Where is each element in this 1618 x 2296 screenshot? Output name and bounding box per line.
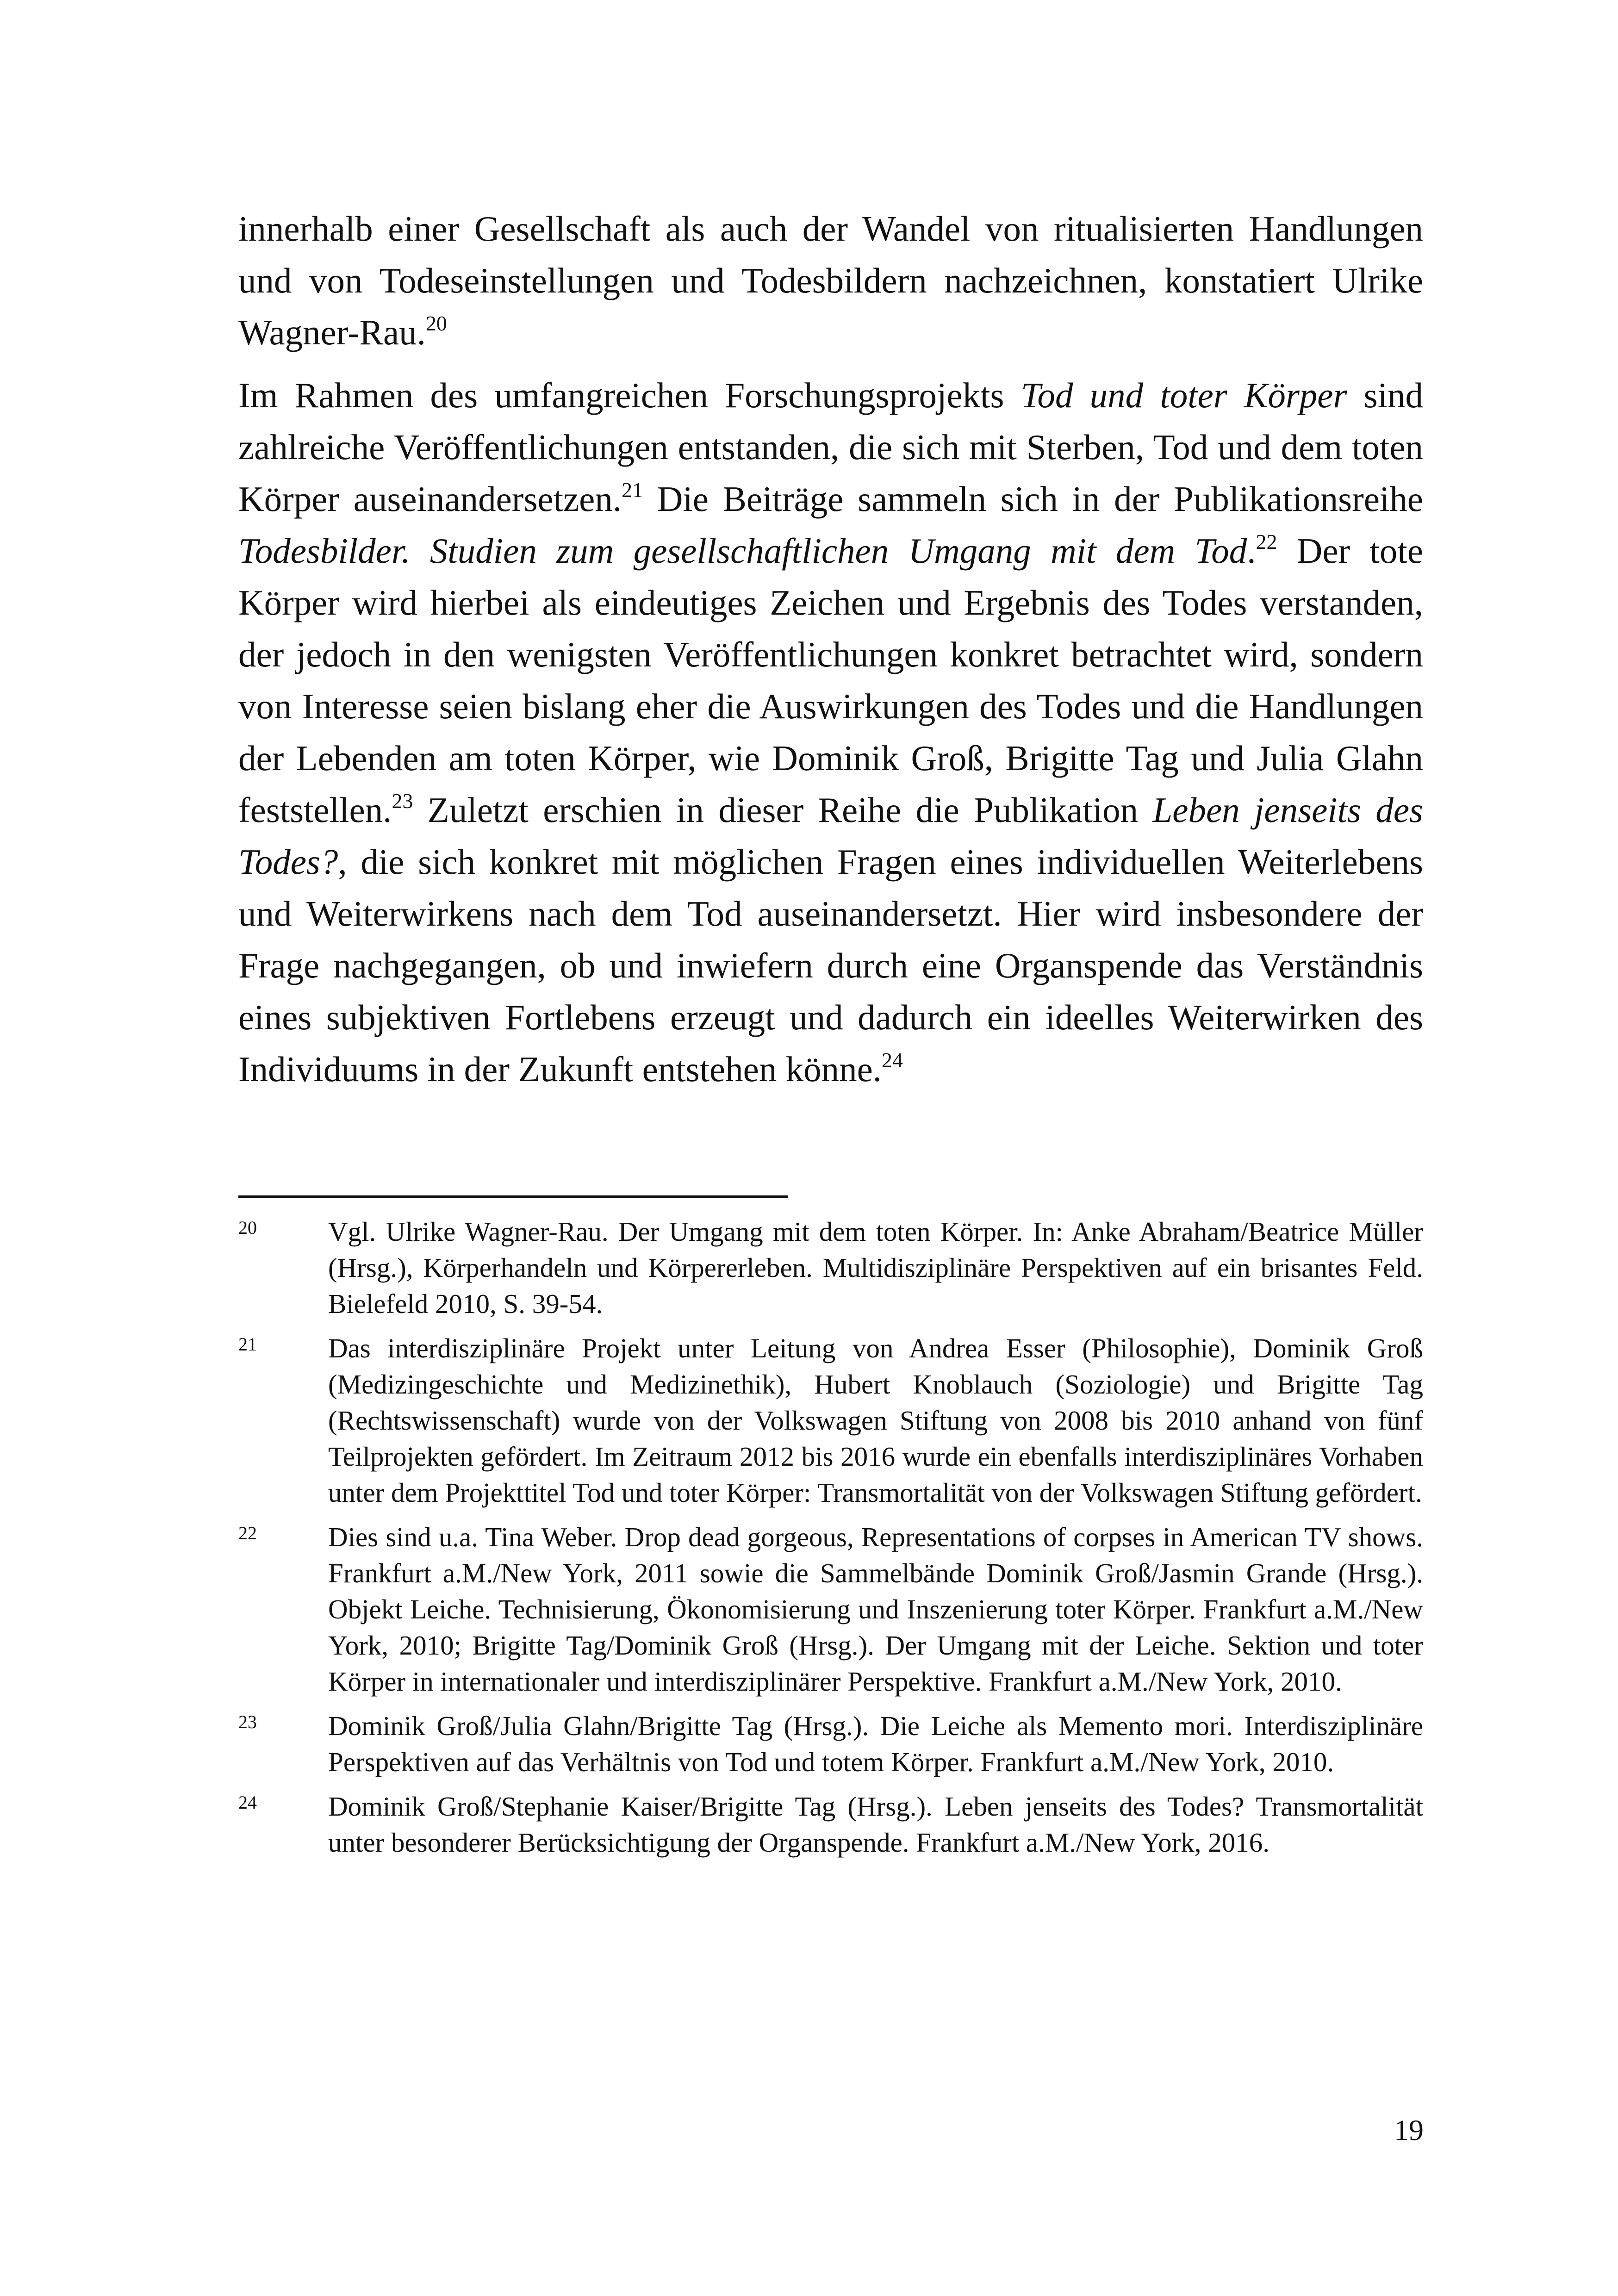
footnote-number: 24	[238, 1792, 257, 1813]
footnote	[238, 1213, 1423, 1322]
footnote-number: 22	[238, 1523, 257, 1543]
footnote-reference[interactable]: 23	[392, 789, 413, 813]
footnote-reference[interactable]: 24	[882, 1048, 903, 1072]
footnotes	[238, 1213, 1423, 1869]
footnote-number: 20	[238, 1217, 257, 1238]
paragraph-text: Im Rahmen des umfangreichen Forschungsprojekts	[238, 375, 1021, 415]
paragraph-text: , die sich konkret mit möglichen Fragen eines individuellen Weiterlebens und Weiterwirkens nach dem Tod auseinandersetzt. Hier wird insbesondere der Frage nachgegangen, ob und inwiefern durch eine Organspende das Verständnis eines subjektiven Fortlebens erzeugt und dadurch ein ideelles Weiterwirken des Individuums in der Zukunft entstehen könne.	[238, 842, 1423, 1089]
footnote	[238, 1788, 1423, 1860]
body-text	[238, 203, 1423, 1095]
paragraph-text: Zuletzt erschien in dieser Reihe die Publikation	[413, 790, 1153, 830]
paragraph-text: innerhalb einer Gesellschaft als auch der Wandel von ritualisierten Handlungen und von Todeseinstellungen und Todesbildern nachzeichnen, konstatiert Ulrike Wagner-Rau.	[238, 209, 1423, 352]
footnote-text: Das interdisziplinäre Projekt unter Leitung von Andrea Esser (Philosophie), Dominik Groß (Medizingeschichte und Medizinethik), Hubert Knoblauch (Soziologie) und Brigitte Tag (Rechtswissenschaft) wurde von der Volkswagen Stiftung von 2008 bis 2010 anhand von fünf Teilprojekten gefördert. Im Zeitraum 2012 bis 2016 wurde ein ebenfalls interdisziplinäres Vorhaben unter dem Projekttitel Tod und toter Körper: Transmortalität von der Volkswagen Stiftung gefördert.	[328, 1333, 1423, 1508]
paragraph-text: .	[1247, 531, 1256, 571]
footnote-reference[interactable]: 21	[622, 478, 643, 502]
page-number: 19	[1394, 2114, 1424, 2147]
footnote-text: Dominik Groß/Julia Glahn/Brigitte Tag (Hrsg.). Die Leiche als Memento mori. Interdisziplinäre Perspektiven auf das Verhältnis von Tod und totem Körper. Frankfurt a.M./New York, 2010.	[328, 1711, 1423, 1777]
italic-title: Tod und toter Körper	[1021, 375, 1347, 415]
footnote-number: 23	[238, 1711, 257, 1732]
footnote-number: 21	[238, 1334, 257, 1355]
footnote	[238, 1708, 1423, 1780]
paragraph	[238, 369, 1423, 1095]
footnote	[238, 1330, 1423, 1511]
italic-title: Leben jenseits des Todes?	[238, 790, 1424, 882]
italic-title: Todesbilder. Studien zum gesellschaftlichen Umgang mit dem Tod	[238, 531, 1247, 571]
footnote-text: Vgl. Ulrike Wagner-Rau. Der Umgang mit dem toten Körper. In: Anke Abraham/Beatrice Müller (Hrsg.), Körperhandeln und Körpererleben. Multidisziplinäre Perspektiven auf ein brisantes Feld. Bielefeld 2010, S. 39-54.	[328, 1216, 1423, 1319]
paragraph	[238, 203, 1423, 358]
paragraph-text: Die Beiträge sammeln sich in der Publikationsreihe	[643, 479, 1423, 519]
paragraph-text: Der tote Körper wird hierbei als eindeutiges Zeichen und Ergebnis des Todes verstanden, der jedoch in den wenigsten Veröffentlichungen konkret betrachtet wird, sondern von Interesse seien bislang eher die Auswirkungen des Todes und die Handlungen der Lebenden am toten Körper, wie Dominik Groß, Brigitte Tag und Julia Glahn feststellen.	[238, 531, 1424, 830]
footnote-reference[interactable]: 22	[1256, 530, 1277, 554]
footnote-reference[interactable]: 20	[425, 311, 447, 335]
footnote-separator	[238, 1195, 788, 1198]
footnote-text: Dies sind u.a. Tina Weber. Drop dead gorgeous, Representations of corpses in American TV shows. Frankfurt a.M./New York, 2011 sowie die Sammelbände Dominik Groß/Jasmin Grande (Hrsg.). Objekt Leiche. Technisierung, Ökonomisierung und Inszenierung toter Körper. Frankfurt a.M./New York, 2010; Brigitte Tag/Dominik Groß (Hrsg.). Der Umgang mit der Leiche. Sektion und toter Körper in internationaler und interdisziplinärer Perspektive. Frankfurt a.M./New York, 2010.	[328, 1522, 1423, 1697]
paragraph-text: sind zahlreiche Veröffentlichungen entstanden, die sich mit Sterben, Tod und dem toten Körper auseinandersetzen.	[238, 375, 1423, 519]
footnote-text: Dominik Groß/Stephanie Kaiser/Brigitte Tag (Hrsg.). Leben jenseits des Todes? Transmortalität unter besonderer Berücksichtigung der Organspende. Frankfurt a.M./New York, 2016.	[328, 1791, 1423, 1858]
footnote	[238, 1519, 1423, 1699]
